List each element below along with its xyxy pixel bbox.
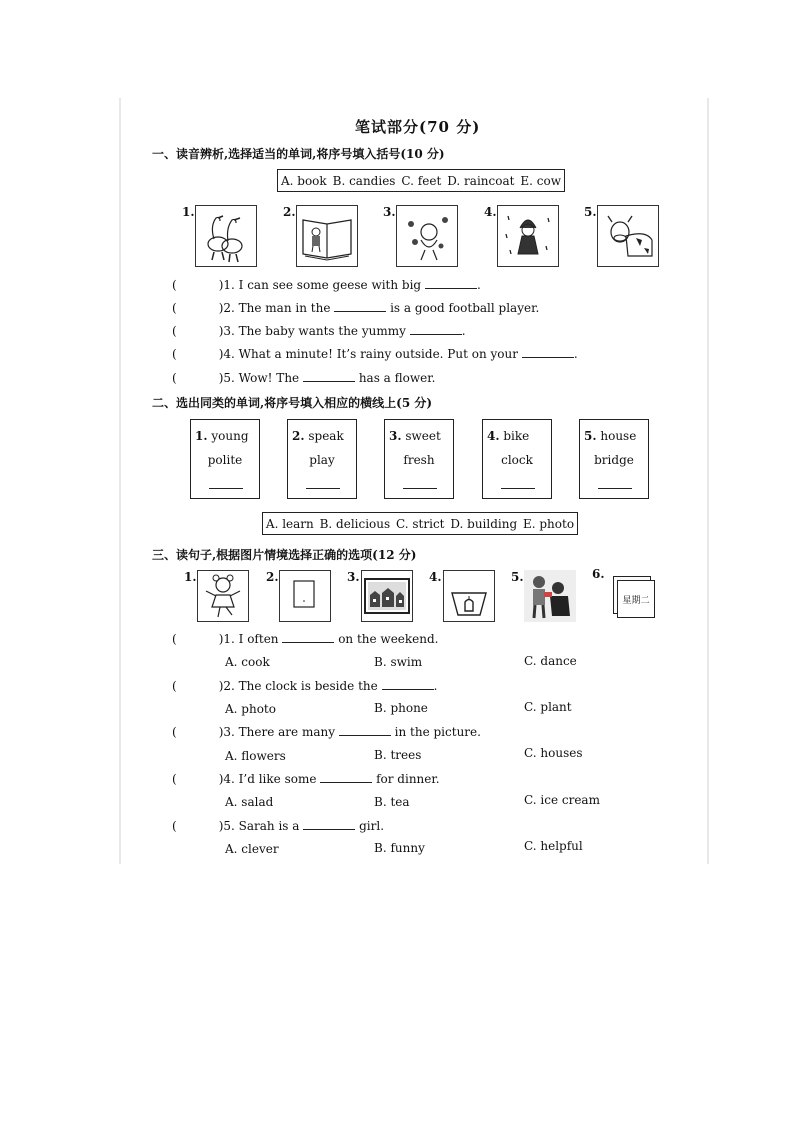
pic-number: 6. xyxy=(592,567,605,581)
answer-blank[interactable] xyxy=(334,301,386,312)
option-c: C. feet xyxy=(401,173,442,188)
pic-number: 1. xyxy=(184,570,197,584)
helpful-people-icon xyxy=(524,570,576,622)
houses-icon xyxy=(362,571,412,621)
answer-blank[interactable] xyxy=(209,488,243,489)
answer-blank[interactable] xyxy=(306,488,340,489)
part3-question-1: ( )1. I often on the weekend. xyxy=(172,632,439,646)
word-box-1: 1. young polite xyxy=(190,419,260,499)
choice-c[interactable]: C. plant xyxy=(524,700,572,714)
dancing-girl-icon xyxy=(198,571,248,621)
option-c: C. strict xyxy=(396,516,445,531)
option-b: B. delicious xyxy=(319,516,391,531)
choice-c[interactable]: C. dance xyxy=(524,654,577,668)
part3-question-2: ( )2. The clock is beside the . xyxy=(172,679,438,693)
pic-number: 2. xyxy=(266,570,279,584)
answer-blank[interactable] xyxy=(410,324,462,335)
answer-blank[interactable] xyxy=(598,488,632,489)
option-a: A. learn xyxy=(265,516,314,531)
answer-blank[interactable] xyxy=(320,772,372,783)
part1-question-4: ( )4. What a minute! It’s rainy outside. Put on your . xyxy=(172,347,578,361)
calendar-label: 星期二 xyxy=(617,580,655,618)
word-box-5: 5. house bridge xyxy=(579,419,649,499)
pic-number: 3. xyxy=(383,205,396,219)
answer-blank[interactable] xyxy=(303,819,355,830)
part3-heading: 三、读句子,根据图片情境选择正确的选项(12 分) xyxy=(152,548,417,562)
part1-heading: 一、读音辨析,选择适当的单词,将序号填入括号(10 分) xyxy=(152,147,445,161)
choice-a[interactable]: A. flowers xyxy=(225,749,286,763)
cup-picture xyxy=(443,570,495,622)
raincoat-picture xyxy=(497,205,559,267)
answer-blank[interactable] xyxy=(303,371,355,382)
tea-cup-icon xyxy=(444,571,494,621)
part2-option-box xyxy=(262,512,578,535)
part1-question-3: ( )3. The baby wants the yummy . xyxy=(172,324,466,338)
geese-icon xyxy=(196,206,256,266)
choice-a[interactable]: A. photo xyxy=(225,702,276,716)
option-d: D. building xyxy=(450,516,518,531)
answer-blank[interactable] xyxy=(501,488,535,489)
part2-heading: 二、选出同类的单词,将序号填入相应的横线上(5 分) xyxy=(152,396,433,410)
option-e: E. cow xyxy=(520,173,561,188)
frame-picture xyxy=(279,570,331,622)
pic-number: 5. xyxy=(511,570,524,584)
page-title: 笔试部分(70 分) xyxy=(355,118,481,136)
part1-question-5: ( )5. Wow! The has a flower. xyxy=(172,371,436,385)
cow-icon xyxy=(598,206,658,266)
pic-number: 3. xyxy=(347,570,360,584)
part3-question-5: ( )5. Sarah is a girl. xyxy=(172,819,385,833)
pic-number: 1. xyxy=(182,205,195,219)
pic-number: 2. xyxy=(283,205,296,219)
choice-b[interactable]: B. tea xyxy=(374,795,410,809)
answer-blank[interactable] xyxy=(339,725,391,736)
pic-number: 4. xyxy=(484,205,497,219)
cow-picture xyxy=(597,205,659,267)
option-d: D. raincoat xyxy=(447,173,515,188)
option-b: B. candies xyxy=(332,173,396,188)
part1-option-box xyxy=(277,169,565,192)
choice-b[interactable]: B. funny xyxy=(374,841,425,855)
choice-a[interactable]: A. cook xyxy=(225,655,270,669)
houses-picture xyxy=(361,570,413,622)
answer-blank[interactable] xyxy=(403,488,437,489)
part3-question-4: ( )4. I’d like some for dinner. xyxy=(172,772,440,786)
pic-number: 4. xyxy=(429,570,442,584)
candies-icon xyxy=(397,206,457,266)
candies-picture xyxy=(396,205,458,267)
choice-c[interactable]: C. helpful xyxy=(524,839,583,853)
answer-blank[interactable] xyxy=(425,278,477,289)
answer-blank[interactable] xyxy=(382,679,434,690)
word-box-3: 3. sweet fresh xyxy=(384,419,454,499)
answer-blank[interactable] xyxy=(282,632,334,643)
book-picture xyxy=(296,205,358,267)
choice-c[interactable]: C. houses xyxy=(524,746,583,760)
choice-a[interactable]: A. salad xyxy=(225,795,274,809)
helping-picture xyxy=(524,570,576,622)
choice-b[interactable]: B. swim xyxy=(374,655,423,669)
option-a: A. book xyxy=(280,173,327,188)
dancer-picture xyxy=(197,570,249,622)
choice-a[interactable]: A. clever xyxy=(225,842,279,856)
pic-number: 5. xyxy=(584,205,597,219)
option-e: E. photo xyxy=(522,516,575,531)
choice-b[interactable]: B. trees xyxy=(374,748,422,762)
part3-question-3: ( )3. There are many in the picture. xyxy=(172,725,481,739)
picture-frame-icon xyxy=(280,571,330,621)
raincoat-icon xyxy=(498,206,558,266)
choice-b[interactable]: B. phone xyxy=(374,701,428,715)
geese-picture xyxy=(195,205,257,267)
part1-question-1: ( )1. I can see some geese with big . xyxy=(172,278,481,292)
part1-question-2: ( )2. The man in the is a good football player. xyxy=(172,301,540,315)
word-box-2: 2. speak play xyxy=(287,419,357,499)
answer-blank[interactable] xyxy=(522,347,574,358)
word-box-4: 4. bike clock xyxy=(482,419,552,499)
choice-c[interactable]: C. ice cream xyxy=(524,793,600,807)
book-icon xyxy=(297,206,357,266)
calendar-picture xyxy=(607,570,659,622)
